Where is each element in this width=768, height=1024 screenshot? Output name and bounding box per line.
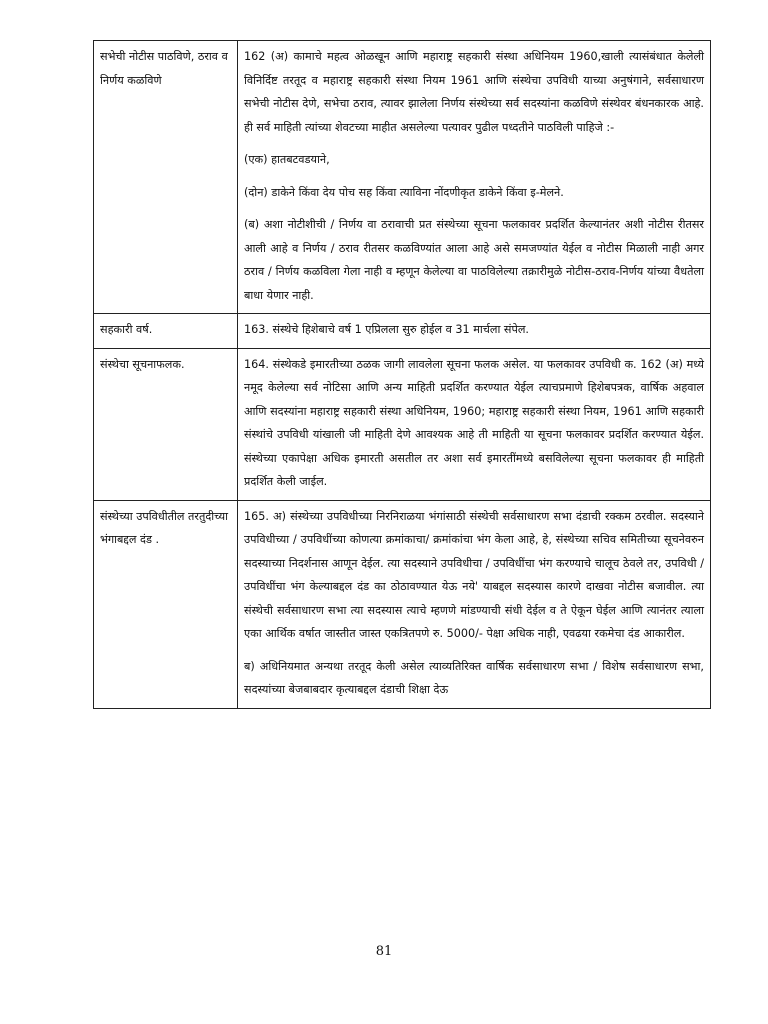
paragraph: 165. अ) संस्थेच्या उपविधीच्या निरनिराळया भंगांसाठी संस्थेची सर्वसाधारण सभा दंडाची रक्कम ठरवील. सदस्याने उपविधीच्या / उपविधींच्या कोणत्या क्रमांकाचा/ क्रमांकांचा भंग केला आहे, हे, संस्थेच्या सचिव समितीच्या सूचनेवरुन सदस्याच्या निदर्शनास आणून देईल. त्या सदस्याने उपविधीचा / उपविधींचा भंग करण्याचे चालूच ठेवले तर, उपविधी / उपविधींचा भंग केल्याबद्दल दंड का ठोठावण्यात येऊ नये' याबद्दल सदस्यास कारणे दाखवा नोटीस बजावील. त्या संस्थेची सर्वसाधारण सभा त्या सदस्यास त्याचे म्हणणे मांडण्याची संधी देईल व ते ऐकून घेईल आणि त्यानंतर त्याला एका आर्थिक वर्षात जास्तीत जास्त एकत्रितपणे रु. 5000/- पेक्षा अधिक नाही, एवढया रकमेचा दंड आकारील. [244,509,704,640]
paragraph: 164. संस्थेकडे इमारतीच्या ठळक जागी लावलेला सूचना फलक असेल. या फलकावर उपविधी क. 162 (अ) मध्ये नमूद केलेल्या सर्व नोटिसा आणि अन्य माहिती प्रदर्शित करण्यात येईल त्याचप्रमाणे हिशेबपत्रक, वार्षिक अहवाल आणि सदस्यांना महाराष्ट्र सहकारी संस्था अधिनियम, 1960; महाराष्ट्र सहकारी संस्था नियम, 1961 आणि सहकारी संस्थांचे उपविधी यांखाली जी माहिती देणे आवश्यक आहे ती माहिती या सूचना फलकावर प्रदर्शित करण्यात येईल. संस्थेच्या एकापेक्षा अधिक इमारती असतील तर अशा सर्व इमारतींमध्ये बसविलेल्या सूचना फलकावर ही माहिती प्रदर्शित केली जाईल. [244,357,704,488]
section-content [238,314,711,349]
table-row [94,314,711,349]
section-content [238,348,711,500]
table-row [94,500,711,708]
section-content [238,41,711,314]
section-label: संस्थेच्या उपविधीतील तरतुदीच्या भंगाबद्दल दंड . [94,500,238,708]
bylaws-table [93,40,711,709]
section-content [238,500,711,708]
paragraph: ब) अधिनियमात अन्यथा तरतूद केली असेल त्याव्यतिरिक्त वार्षिक सर्वसाधारण सभा / विशेष सर्वसाधारण सभा, सदस्यांच्या बेजबाबदार कृत्याबद्दल दंडाची शिक्षा देऊ [244,659,704,696]
paragraph: (ब) अशा नोटीशीची / निर्णय वा ठरावाची प्रत संस्थेच्या सूचना फलकावर प्रदर्शित केल्यानंतर अशी नोटीस रीतसर आली आहे व निर्णय / ठराव रीतसर कळविण्यांत आला आहे असे समजण्यांत येईल व नोटीस मिळाली नाही अगर ठराव / निर्णय कळविला गेला नाही व म्हणून केलेल्या वा पाठविलेल्या तक्रारीमुळे नोटीस-ठराव-निर्णय यांच्या वैधतेला बाधा येणार नाही. [244,218,704,302]
paragraph: 163. संस्थेचे हिशेबाचे वर्ष 1 एप्रिलला सुरु होईल व 31 मार्चला संपेल. [244,323,529,336]
table-row [94,348,711,500]
section-label: संस्थेचा सूचनाफलक. [94,348,238,500]
paragraph: (दोन) डाकेने किंवा देय पोच सह किंवा त्याविना नोंदणीकृत डाकेने किंवा इ-मेलने. [244,185,564,199]
paragraph: (एक) हातबटवडयाने, [244,153,330,166]
section-label: सभेची नोटीस पाठविणे, ठराव व निर्णय कळविणे [94,41,238,314]
paragraph: 162 (अ) कामाचे महत्व ओळखून आणि महाराष्ट्र सहकारी संस्था अधिनियम 1960,खाली त्यासंबंधात केलेली विनिर्दिष्ट तरतूद व महाराष्ट्र सहकारी संस्था नियम 1961 आणि संस्थेचा उपविधी याच्या अनुषंगाने, सर्वसाधारण सभेची नोटीस देणे, सभेचा ठराव, त्यावर झालेला निर्णय संस्थेच्या सर्व सदस्यांना कळविणे संस्थेवर बंधनकारक आहे. ही सर्व माहिती त्यांच्या शेवटच्या माहीत असलेल्या पत्यावर पुढील पध्दतीने पाठविली पाहिजे :- [244,50,704,134]
page-number: 81 [375,944,393,959]
table-row [94,41,711,314]
section-label: सहकारी वर्ष. [94,314,238,349]
